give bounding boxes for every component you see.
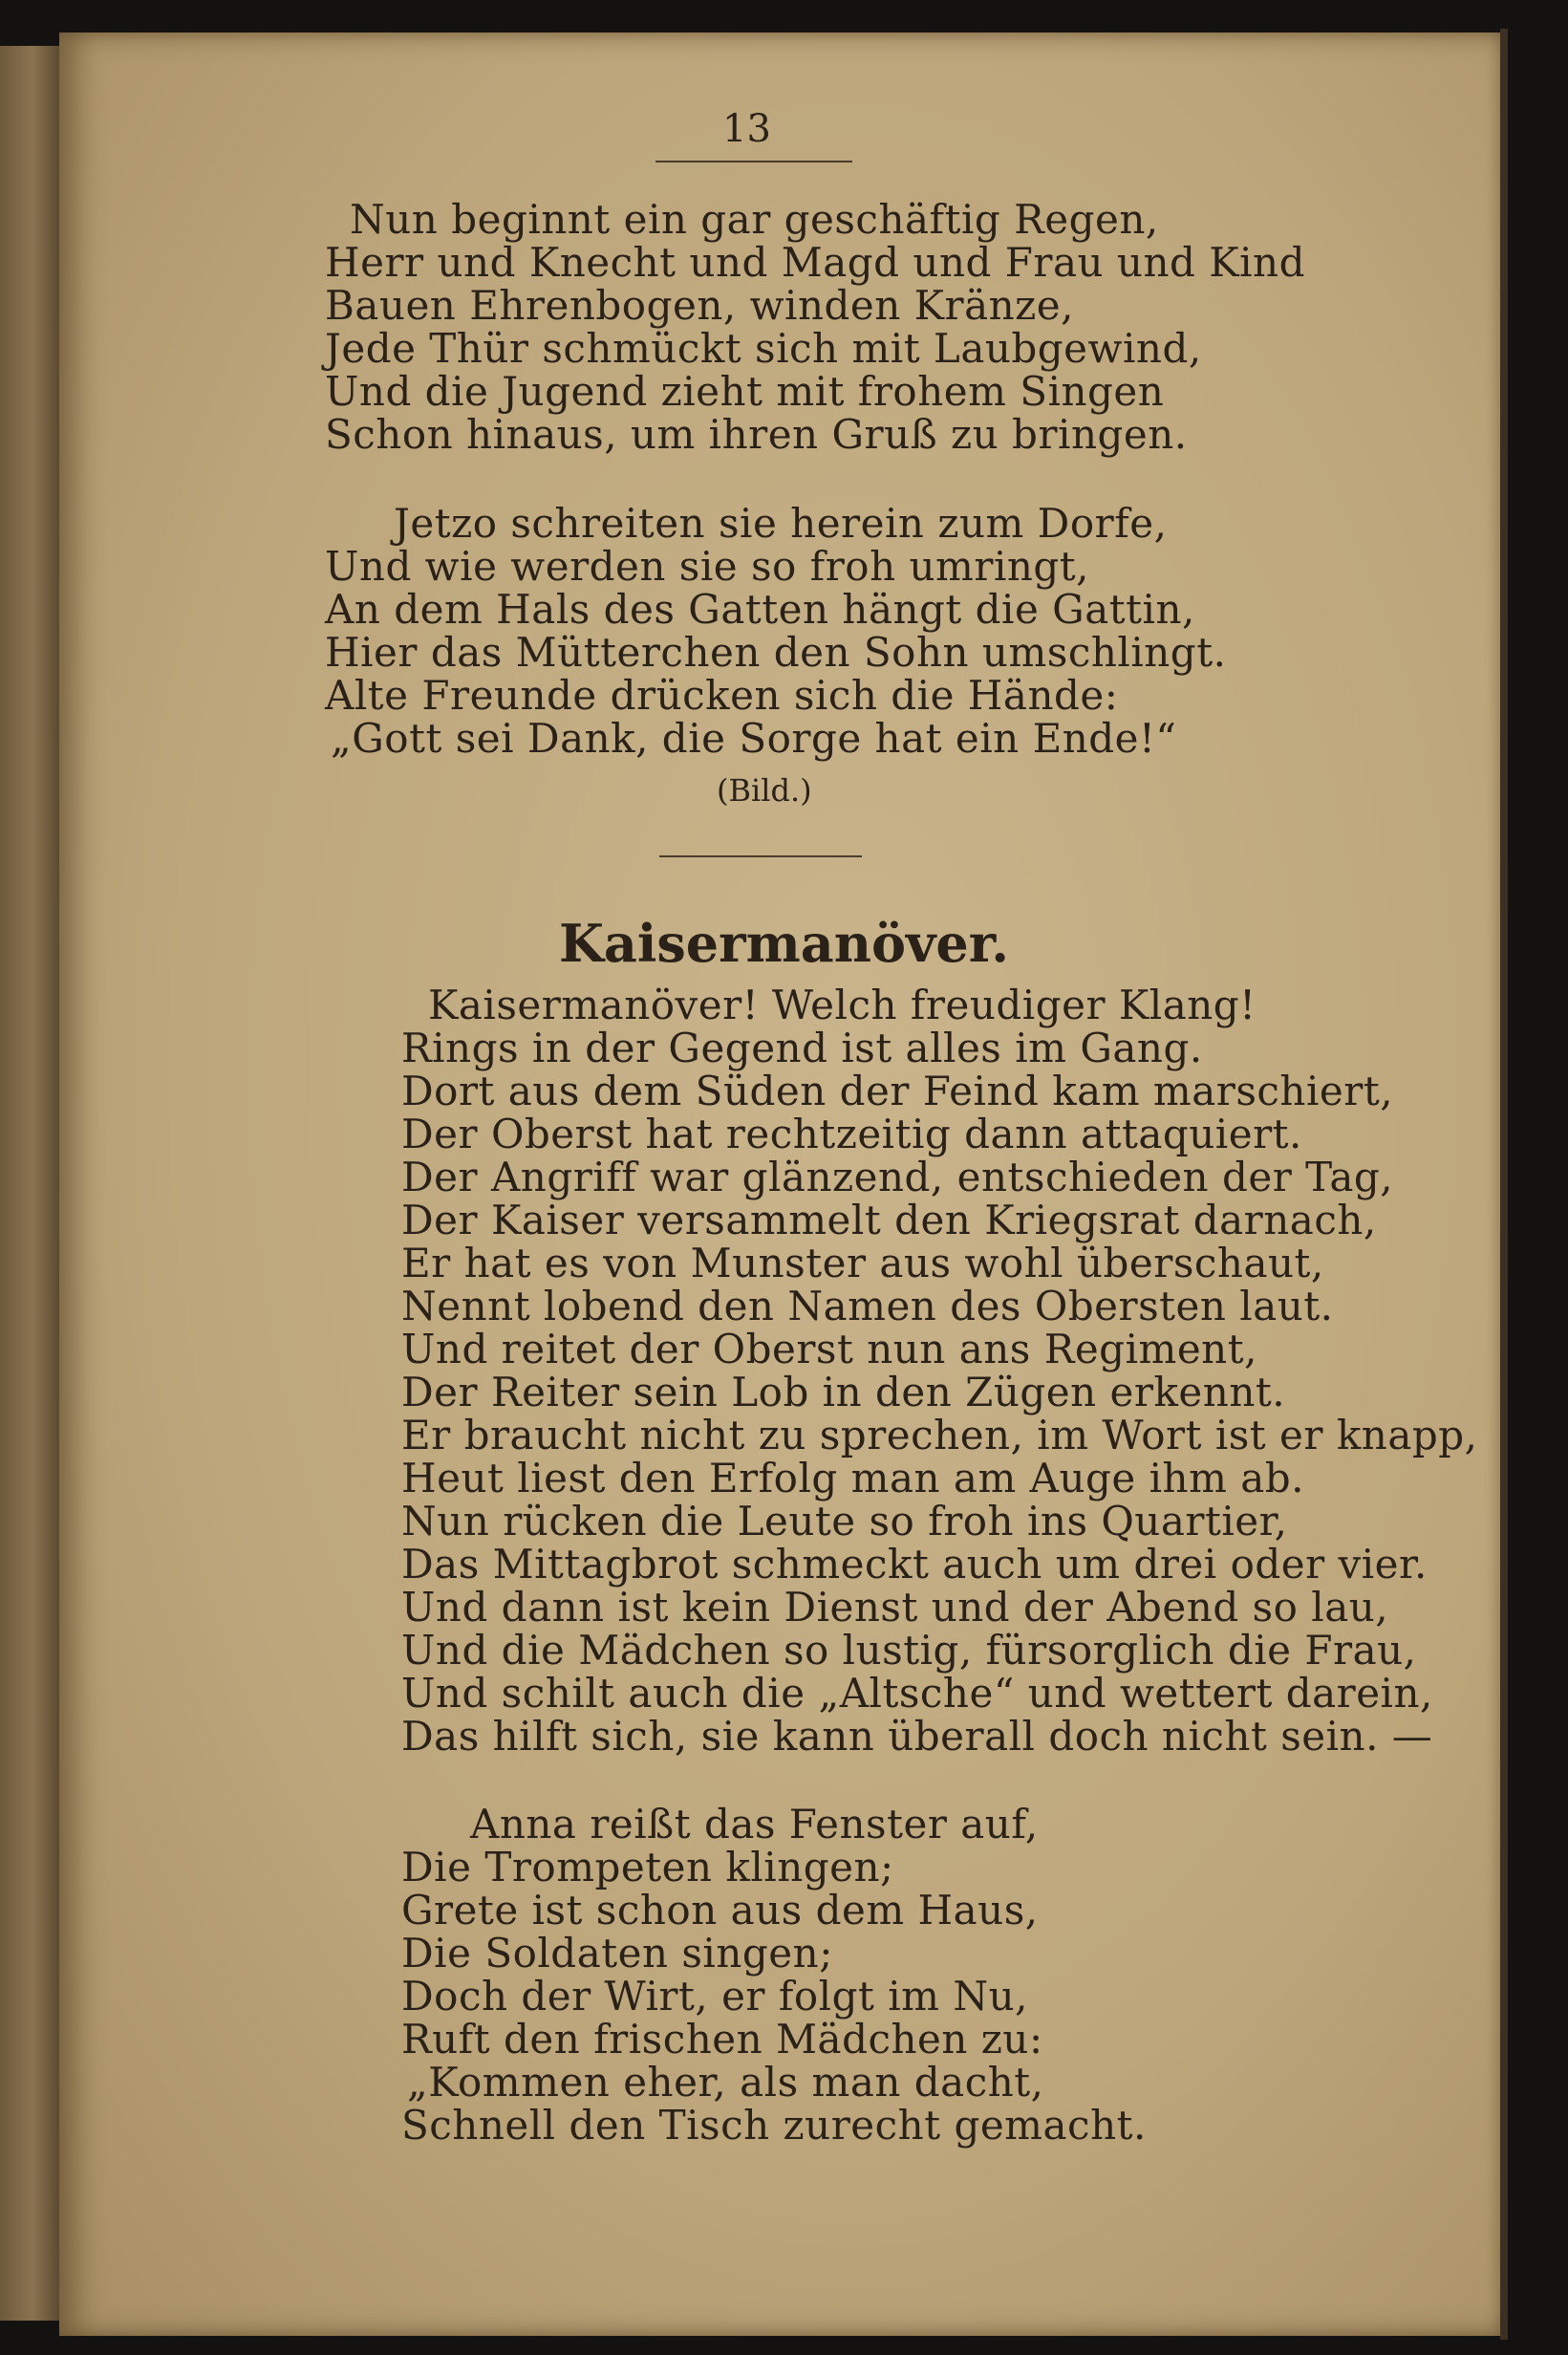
- poem-line: Schon hinaus, um ihren Gruß zu bringen.: [325, 411, 1188, 458]
- section-heading: Kaisermanöver.: [558, 913, 1010, 974]
- poem-line: Der Oberst hat rechtzeitig dann attaquiert.: [401, 1111, 1302, 1157]
- poem-line: Dort aus dem Süden der Feind kam marschiert,: [401, 1068, 1394, 1114]
- poem-line: Das Mittagbrot schmeckt auch um drei oder vier.: [401, 1541, 1428, 1588]
- poem-line: Rings in der Gegend ist alles im Gang.: [401, 1025, 1203, 1071]
- poem-line: Hier das Mütterchen den Sohn umschlingt.: [325, 629, 1227, 676]
- poem-line: Grete ist schon aus dem Haus,: [401, 1887, 1039, 1934]
- poem-line: Kaisermanöver! Welch freudiger Klang!: [428, 982, 1257, 1028]
- caption-bild: (Bild.): [717, 772, 812, 809]
- poem-line: Die Trompeten klingen;: [401, 1844, 894, 1890]
- poem-line: Er braucht nicht zu sprechen, im Wort ist er knapp,: [401, 1412, 1478, 1458]
- poem-line: Der Kaiser versammelt den Kriegsrat darnach,: [401, 1197, 1377, 1243]
- page-number: 13: [722, 107, 771, 151]
- poem-line: Der Reiter sein Lob in den Zügen erkennt.: [401, 1369, 1286, 1415]
- poem-line: Und reitet der Oberst nun ans Regiment,: [401, 1326, 1257, 1372]
- poem-line: Nun rücken die Leute so froh ins Quartier,: [401, 1498, 1288, 1545]
- poem-line: Und dann ist kein Dienst und der Abend so lau,: [401, 1584, 1389, 1631]
- poem-line: Ruft den frischen Mädchen zu:: [401, 2016, 1043, 2063]
- poem-line: Herr und Knecht und Magd und Frau und Kind: [325, 239, 1305, 286]
- poem-line: Jetzo schreiten sie herein zum Dorfe,: [394, 500, 1168, 547]
- poem-line: Und die Jugend zieht mit frohem Singen: [325, 368, 1165, 415]
- poem-line: Anna reißt das Fenster auf,: [470, 1801, 1039, 1847]
- poem-line: Nennt lobend den Namen des Obersten laut.: [401, 1283, 1334, 1329]
- header-rule: [655, 161, 852, 162]
- poem-line: Heut liest den Erfolg man am Auge ihm ab.: [401, 1455, 1305, 1502]
- poem-line: Er hat es von Munster aus wohl überschaut,: [401, 1240, 1324, 1286]
- poem-line: Der Angriff war glänzend, entschieden der Tag,: [401, 1154, 1394, 1200]
- poem-line: „Gott sei Dank, die Sorge hat ein Ende!“: [331, 715, 1177, 762]
- poem-line: Schnell den Tisch zurecht gemacht.: [401, 2102, 1147, 2149]
- poem-line: Jede Thür schmückt sich mit Laubgewind,: [325, 325, 1202, 372]
- poem-line: Und die Mädchen so lustig, fürsorglich die Frau,: [401, 1627, 1417, 1674]
- poem-line: Nun beginnt ein gar geschäftig Regen,: [350, 196, 1159, 243]
- poem-line: Das hilft sich, sie kann überall doch nicht sein. —: [401, 1713, 1433, 1760]
- poem-line: Alte Freunde drücken sich die Hände:: [325, 672, 1119, 719]
- poem-line: Und wie werden sie so froh umringt,: [325, 543, 1090, 590]
- poem-line: An dem Hals des Gatten hängt die Gattin,: [325, 586, 1195, 633]
- section-rule: [659, 855, 862, 857]
- poem-line: Und schilt auch die „Altsche“ und wettert darein,: [401, 1670, 1433, 1717]
- poem-line: Die Soldaten singen;: [401, 1930, 833, 1977]
- poem-line: „Kommen eher, als man dacht,: [407, 2059, 1044, 2106]
- poem-line: Doch der Wirt, er folgt im Nu,: [401, 1973, 1028, 2020]
- poem-line: Bauen Ehrenbogen, winden Kränze,: [325, 282, 1075, 329]
